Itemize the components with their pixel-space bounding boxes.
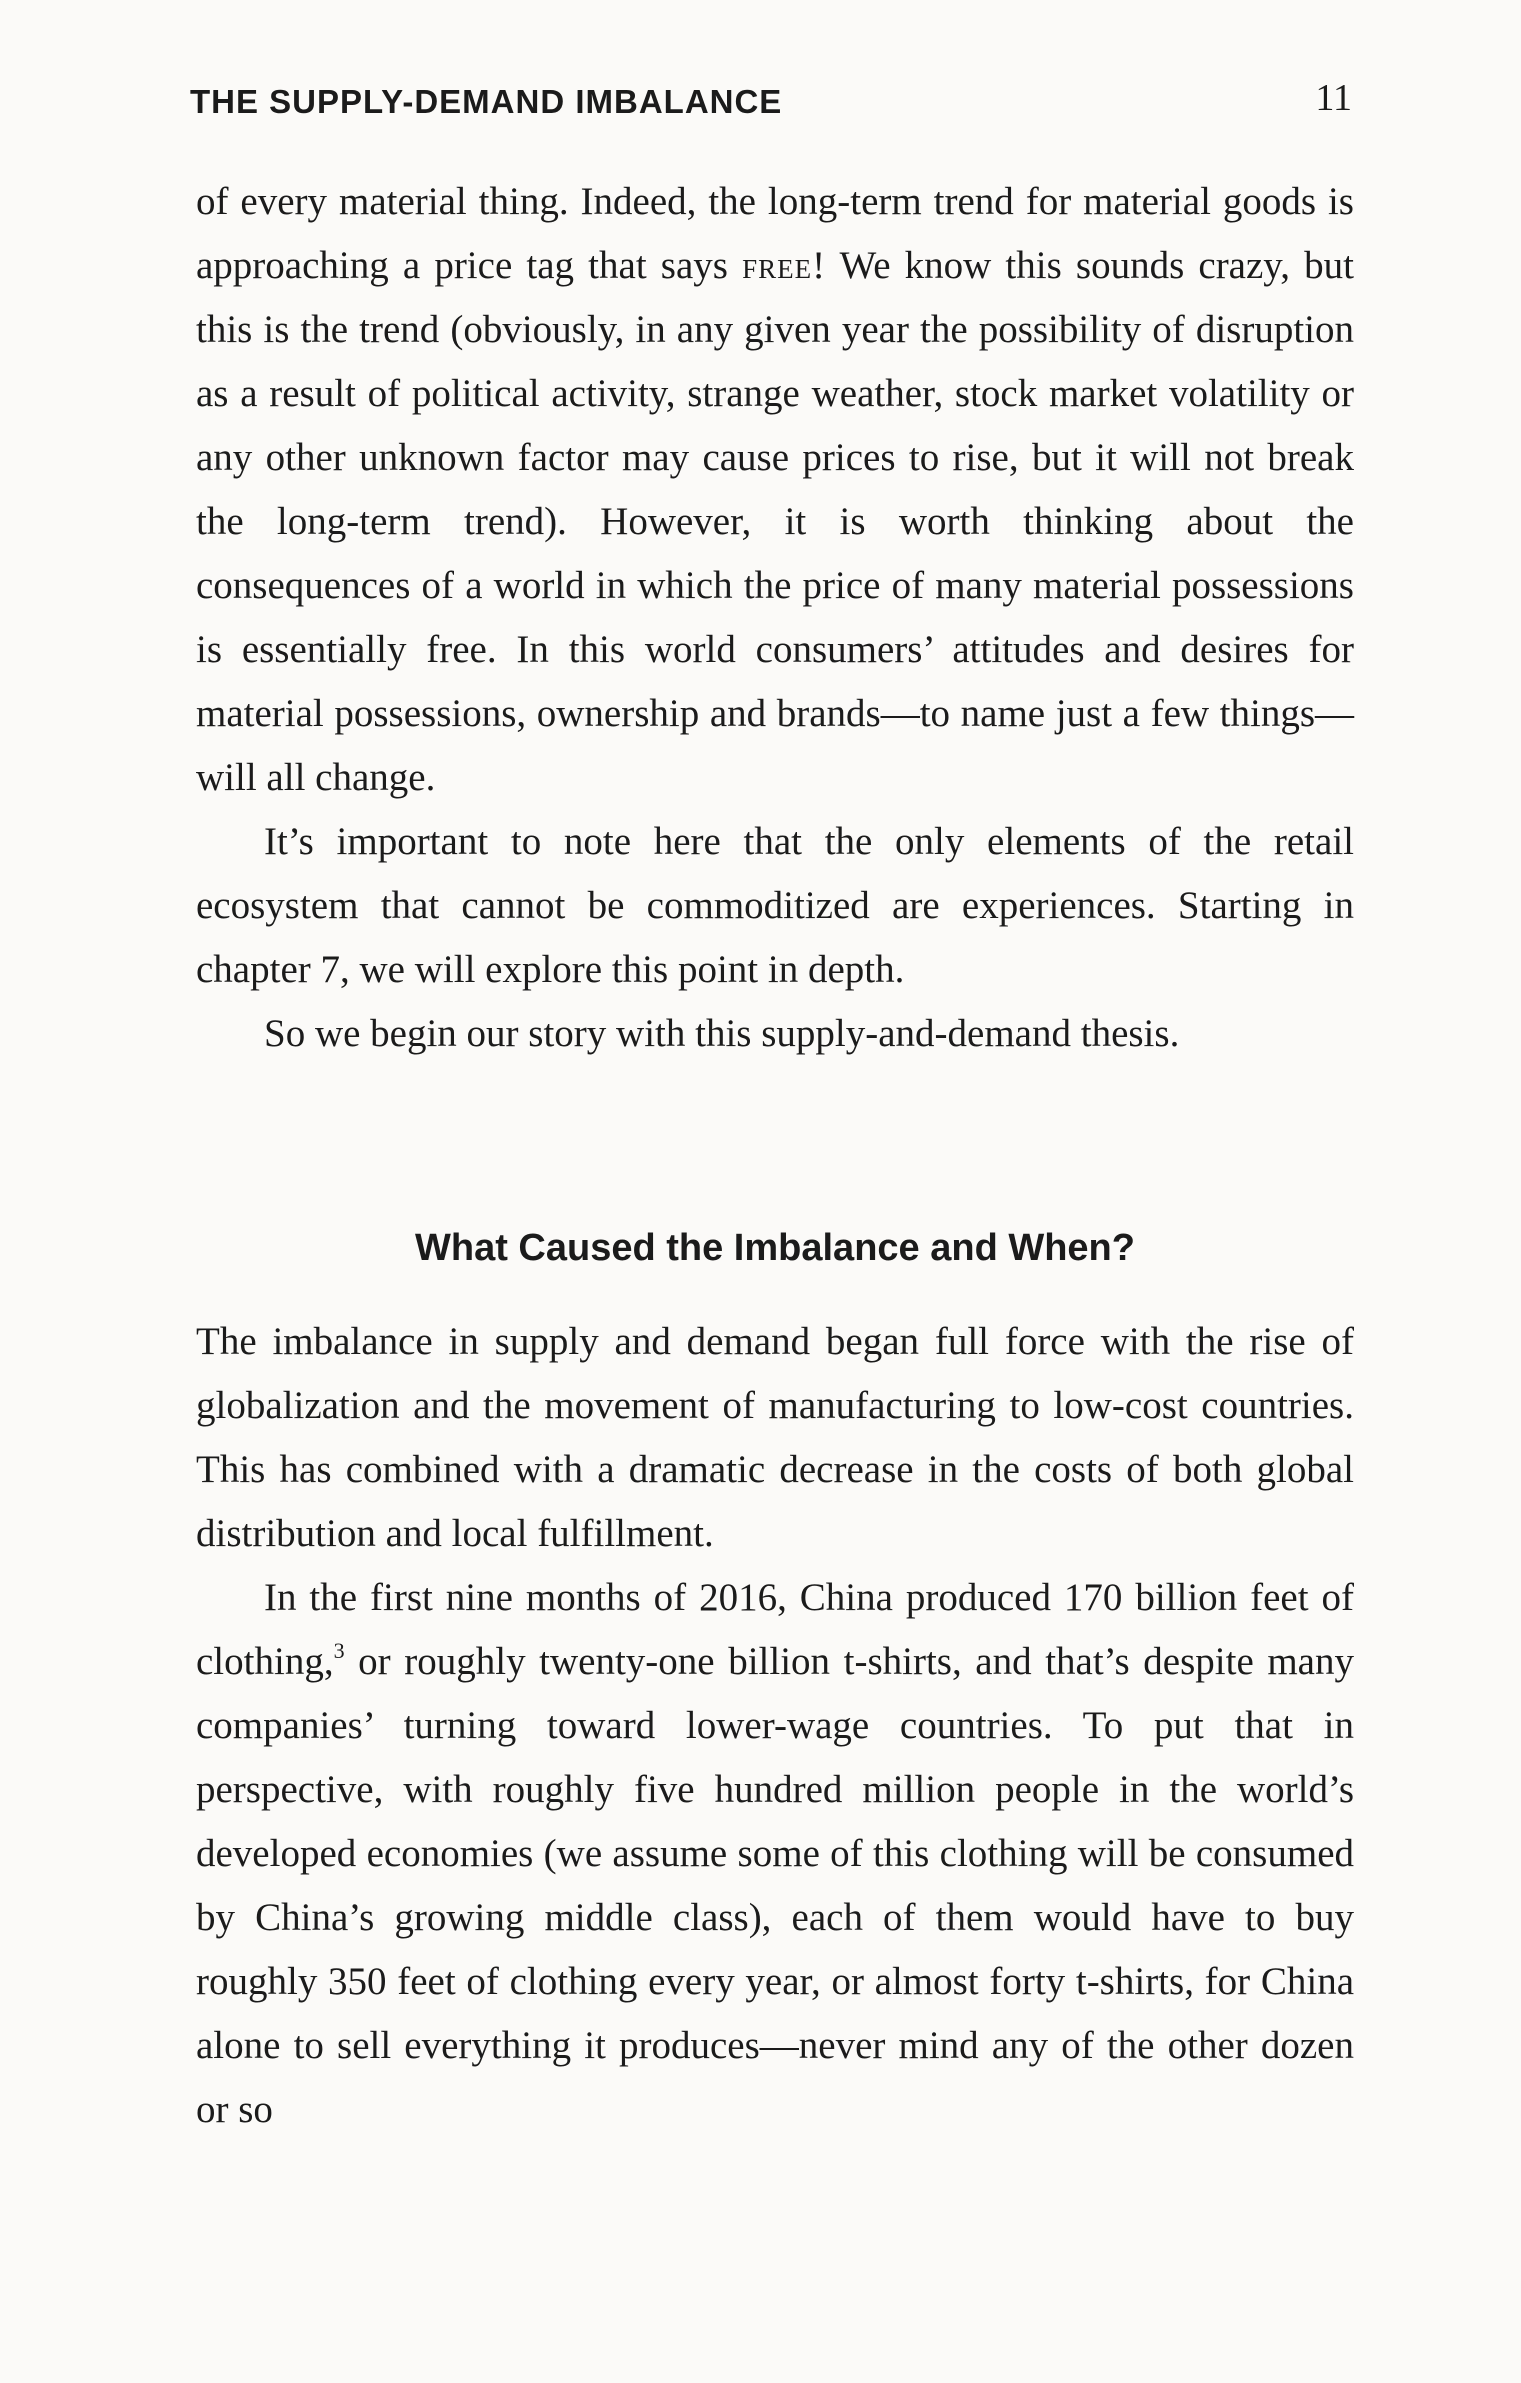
paragraph: The imbalance in supply and demand began full force with the rise of globalization and the movement of manufacturing to low-cost countries. This has combined with a dramatic decrease in the costs of both global distribution and local fulfillment. (196, 1320, 1354, 1555)
running-header-title: THE SUPPLY-DEMAND IMBALANCE (190, 83, 783, 120)
page-number: 11 (1315, 77, 1352, 119)
paragraph-text: In the first nine months of 2016, China produced 170 billion feet of clothing, (196, 1576, 1354, 1683)
text-block-top (196, 170, 1354, 1066)
footnote-reference[interactable]: 3 (333, 1638, 345, 1663)
paragraph (196, 1566, 1354, 2142)
paragraph-text: of every material thing. Indeed, the long-term trend for material goods is approaching a price tag that says (196, 180, 1354, 287)
paragraph: It’s important to note here that the only elements of the retail ecosystem that cannot be commoditized are experiences. Starting in chapter 7, we will explore this point in depth. (196, 820, 1354, 991)
paragraph: So we begin our story with this supply-and-demand thesis. (264, 1012, 1180, 1055)
section-heading: What Caused the Imbalance and When? (415, 1227, 1135, 1269)
paragraph-text: We know this sounds crazy, but this is the trend (obviously, in any given year the possibility of disruption as a result of political activity, strange weather, stock market volatility or any other unknown factor may cause prices to rise, but it will not break the long-term trend). However, it is worth thinking about the consequences of a world in which the price of many material possessions is essentially free. In this world consumers’ attitudes and desires for material possessions, ownership and brands—to name just a few things—will all change. (196, 244, 1354, 799)
paragraph-text: or roughly twenty-one billion t-shirts, and that’s despite many companies’ turning toward lower-wage countries. To put that in perspective, with roughly five hundred million people in the world’s developed economies (we assume some of this clothing will be consumed by China’s growing middle class), each of them would have to buy roughly 350 feet of clothing every year, or almost forty t-shirts, for China alone to sell everything it produces—never mind any of the other dozen or so (196, 1640, 1354, 2131)
text-block-bottom (196, 1310, 1354, 2142)
paragraph-continued (196, 170, 1354, 810)
small-caps-word: free! (742, 244, 827, 287)
